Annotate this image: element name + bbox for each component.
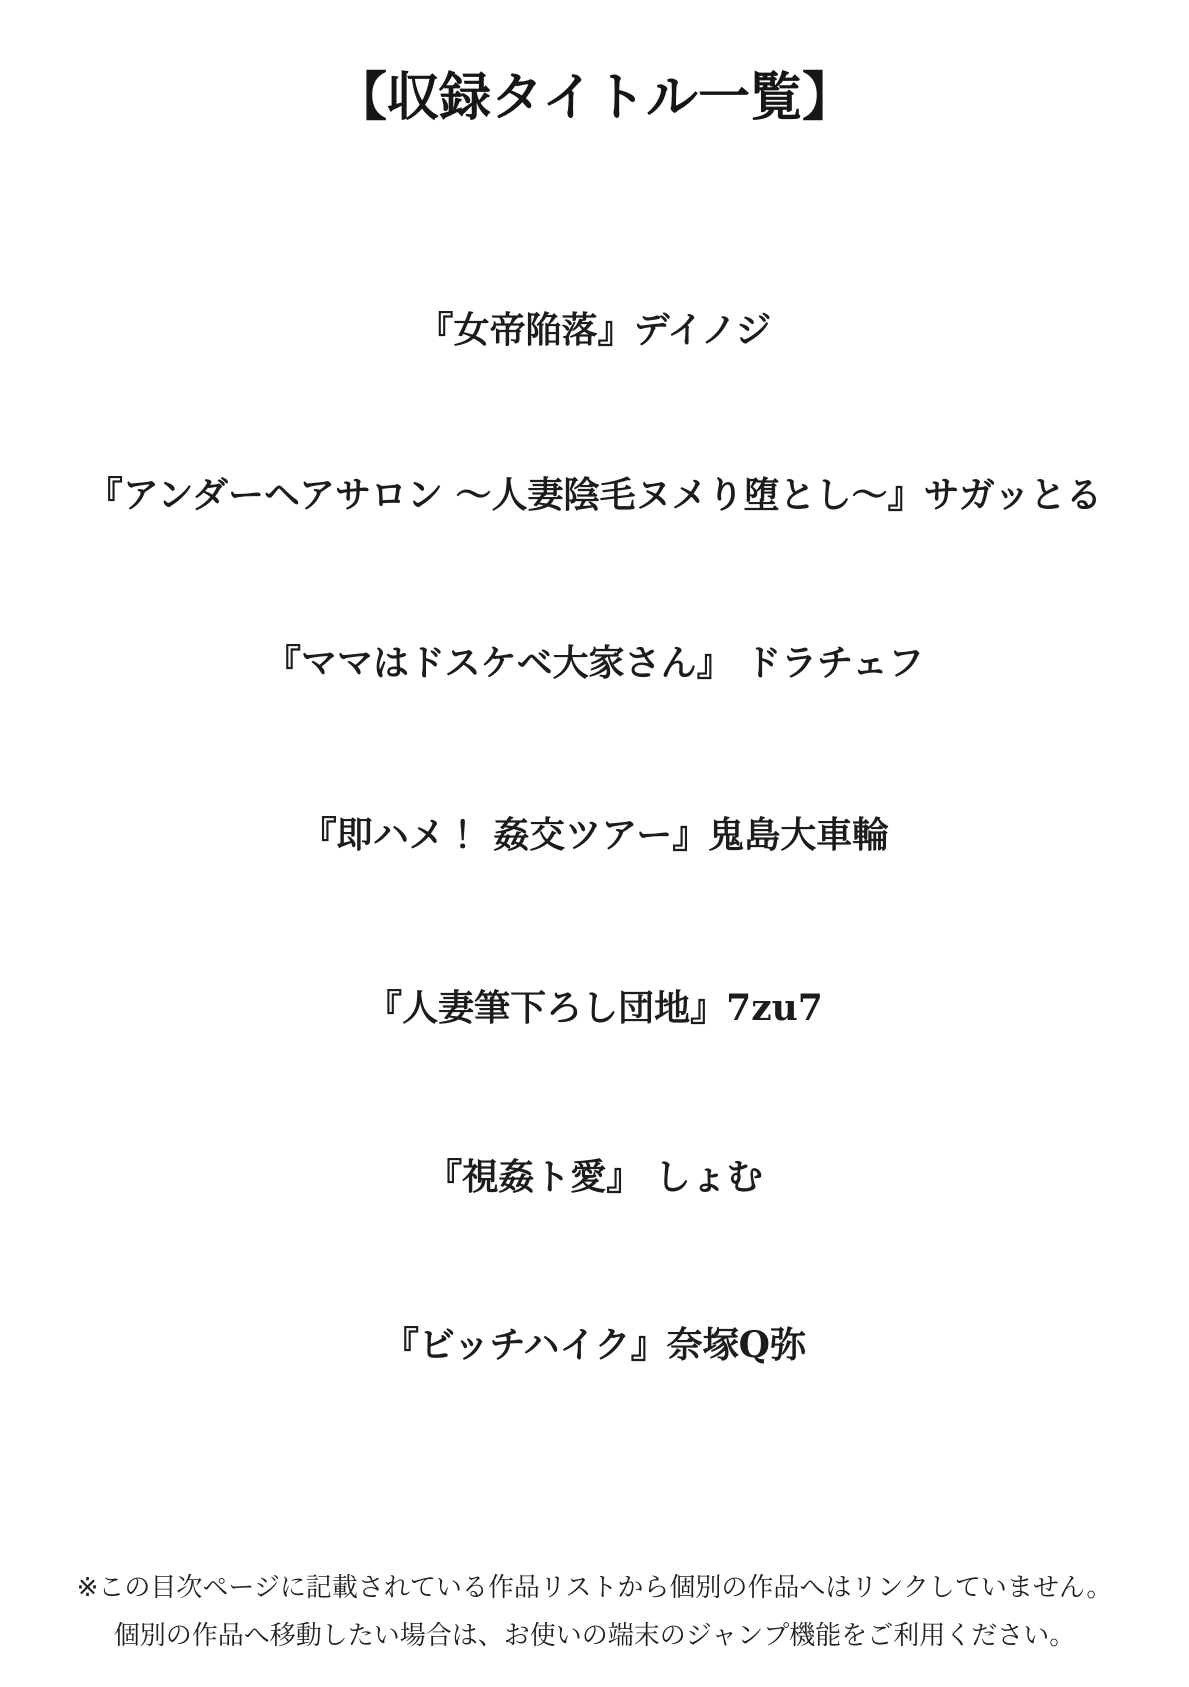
toc-entry: 『ママはドスケベ大家さん』 ドラチェフ: [264, 642, 925, 684]
footer-note-line1: ※この目次ページに記載されている作品リストから個別の作品へはリンクしていません。: [76, 1573, 1113, 1603]
toc-entry: 『視姦ト愛』 しょむ: [426, 1156, 763, 1198]
toc-entry: 『女帝陥落』デイノジ: [417, 309, 772, 351]
toc-entry: 『アンダーヘアサロン ～人妻陰毛ヌメり堕とし～』サガッとる: [86, 474, 1103, 516]
toc-entry: 『ビッチハイク』奈塚Q弥: [382, 1324, 807, 1366]
toc-entry: 『即ハメ！ 姦交ツアー』鬼島大車輪: [300, 814, 889, 856]
footer-note-line2: 個別の作品へ移動したい場合は、お使いの端末のジャンプ機能をご利用ください。: [113, 1621, 1076, 1651]
toc-entry: 『人妻筆下ろし団地』7zu7: [366, 987, 823, 1029]
page-title: 【収録タイトル一覧】: [335, 67, 854, 128]
footer-note: [0, 1564, 1189, 1660]
